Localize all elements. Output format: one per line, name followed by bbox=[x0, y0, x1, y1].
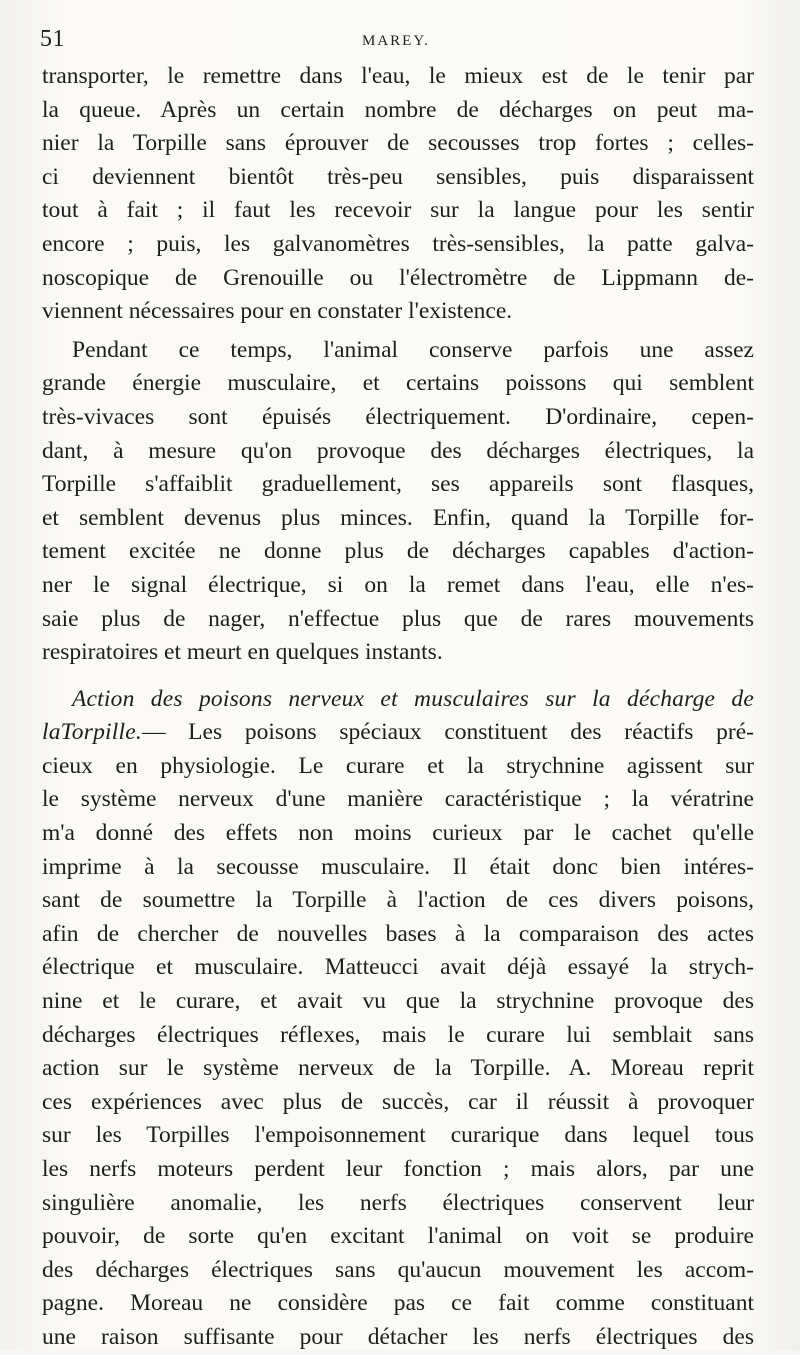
paragraph-1 bbox=[42, 60, 754, 329]
text-line: les nerfs moteurs perdent leur fonction ; mais alors, par une bbox=[42, 1156, 754, 1182]
body-text bbox=[42, 60, 754, 1355]
text-line: tement excitée ne donne plus de décharges capables d'action- bbox=[42, 538, 754, 565]
text-line: transporter, le remettre dans l'eau, le mieux est de le tenir par bbox=[42, 63, 754, 89]
text-line: singulière anomalie, les nerfs électriques conservent leur bbox=[42, 1189, 754, 1216]
text-line: Pendant ce temps, l'animal conserve parfois une assez bbox=[72, 336, 754, 363]
text-line: imprime à la secousse musculaire. Il était donc bien intéres- bbox=[42, 853, 754, 880]
text-line: nier la Torpille sans éprouver de secousses trop fortes ; celles- bbox=[42, 130, 754, 157]
text-line: m'a donné des effets non moins curieux par le cachet qu'elle bbox=[42, 820, 754, 847]
text-line: une raison suffisante pour détacher les nerfs électriques des bbox=[42, 1323, 754, 1350]
text-line: électrique et musculaire. Matteucci avait déjà essayé la strych- bbox=[42, 954, 754, 981]
text-line: pouvoir, de sorte qu'en excitant l'animal on voit se produire bbox=[42, 1223, 754, 1250]
text-line: cieux en physiologie. Le curare et la strychnine agissent sur bbox=[42, 752, 754, 779]
text-line: le système nerveux d'une manière caractéristique ; la vératrine bbox=[42, 786, 754, 813]
section-heading-end: laTorpille. bbox=[42, 719, 142, 746]
paragraph-3 bbox=[42, 683, 754, 1355]
text-line: nine et le curare, et avait vu que la strychnine provoque des bbox=[42, 988, 754, 1015]
text-line: ner le signal électrique, si on la remet dans l'eau, elle n'es- bbox=[42, 571, 754, 598]
text-line: saie plus de nager, n'effectue plus que de rares mouvements bbox=[42, 605, 754, 632]
text-line bbox=[42, 716, 754, 750]
text-line: ces expériences avec plus de succès, car il réussit à provoquer bbox=[42, 1088, 754, 1115]
running-title: MAREY. bbox=[362, 33, 430, 49]
text-fragment: — Les poisons spéciaux constituent des réactifs pré- bbox=[141, 719, 754, 746]
section-heading: Action des poisons nerveux et musculaires sur la décharge de bbox=[72, 685, 754, 712]
text-line: sur les Torpilles l'empoisonnement curarique dans lequel tous bbox=[42, 1122, 754, 1149]
text-line: dant, à mesure qu'on provoque des décharges électriques, la bbox=[42, 437, 754, 464]
text-line: pagne. Moreau ne considère pas ce fait comme constituant bbox=[42, 1290, 754, 1317]
text-line: tout à fait ; il faut les recevoir sur la langue pour les sentir bbox=[42, 197, 754, 224]
text-line: action sur le système nerveux de la Torpille. A. Moreau reprit bbox=[42, 1055, 754, 1082]
text-line: afin de chercher de nouvelles bases à la comparaison des actes bbox=[42, 920, 754, 947]
text-line: des décharges électriques sans qu'aucun mouvement les accom- bbox=[42, 1256, 754, 1283]
text-line: respiratoires et meurt en quelques instants. bbox=[42, 639, 443, 666]
running-head bbox=[40, 26, 752, 56]
text-line: sant de soumettre la Torpille à l'action de ces divers poisons, bbox=[42, 887, 754, 914]
text-line: la queue. Après un certain nombre de décharges on peut ma- bbox=[42, 96, 754, 123]
text-line: et semblent devenus plus minces. Enfin, quand la Torpille for- bbox=[42, 504, 754, 531]
text-line: Torpille s'affaiblit graduellement, ses appareils sont flasques, bbox=[42, 471, 754, 498]
page-number: 51 bbox=[40, 26, 65, 52]
text-line: très-vivaces sont épuisés électriquement. D'ordinaire, cepen- bbox=[42, 403, 754, 430]
text-line: encore ; puis, les galvanomètres très-sensibles, la patte galva- bbox=[42, 230, 754, 257]
text-line: noscopique de Grenouille ou l'électromètre de Lippmann de- bbox=[42, 264, 754, 291]
text-line: grande énergie musculaire, et certains poissons qui semblent bbox=[42, 370, 754, 397]
text-line: décharges électriques réflexes, mais le curare lui semblait sans bbox=[42, 1021, 754, 1048]
text-line: ci deviennent bientôt très-peu sensibles, puis disparaissent bbox=[42, 163, 754, 190]
text-line: viennent nécessaires pour en constater l'existence. bbox=[42, 298, 513, 325]
paragraph-2 bbox=[42, 334, 754, 670]
